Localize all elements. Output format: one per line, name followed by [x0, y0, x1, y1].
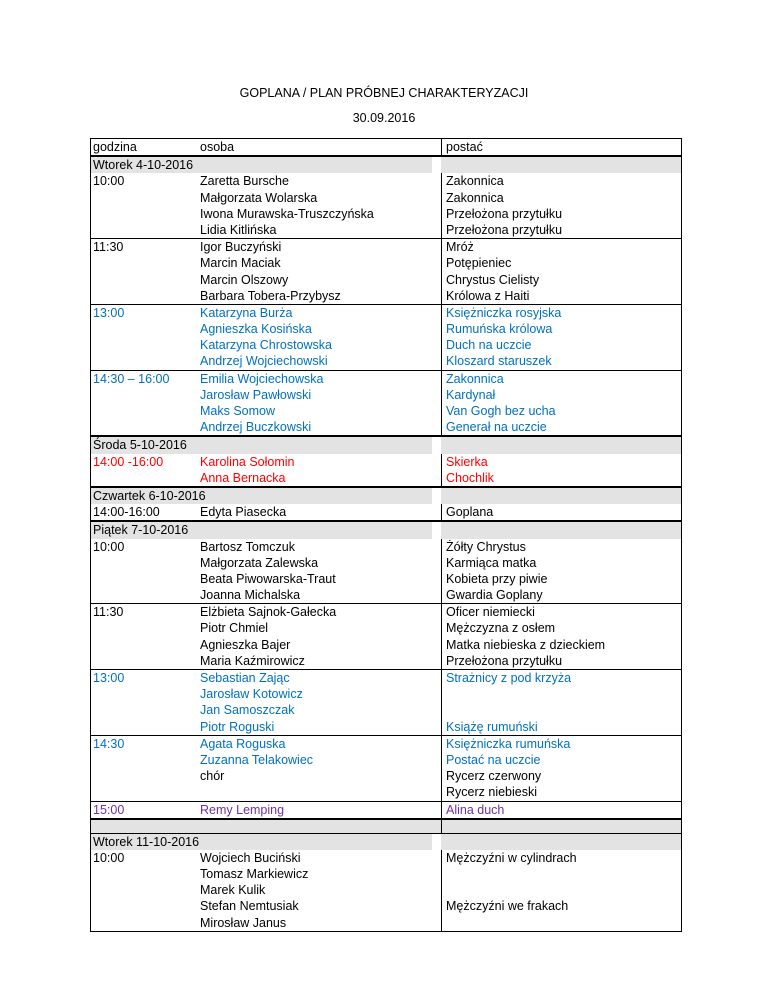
column-gap: [432, 157, 441, 173]
table-row: [91, 653, 681, 670]
table-row: [91, 604, 681, 620]
role-cell: Chochlik: [446, 470, 494, 485]
person-cell: chór: [200, 769, 225, 784]
person-cell: Anna Bernacka: [200, 470, 286, 485]
role-cell: Mężczyźni w cylindrach: [446, 850, 577, 865]
day-header-row: [91, 521, 681, 538]
role-cell: Kloszard staruszek: [446, 354, 552, 369]
person-cell: Marcin Olszowy: [200, 272, 289, 287]
role-cell: Zakonnica: [446, 371, 504, 386]
table-row: [91, 882, 681, 898]
role-cell: Generał na uczcie: [446, 420, 547, 435]
person-cell: Jan Samoszczak: [200, 703, 295, 718]
table-row: [91, 206, 681, 222]
column-gap: [432, 834, 441, 850]
person-cell: Edyta Piasecka: [200, 505, 287, 520]
person-cell: Zaretta Bursche: [200, 174, 289, 189]
day-label: Wtorek 11-10-2016: [93, 834, 200, 849]
role-cell: Księżniczka rumuńska: [446, 736, 571, 751]
time-cell: 11:30: [93, 605, 124, 620]
table-row: [91, 850, 681, 866]
table-row: [91, 866, 681, 882]
person-cell: Tomasz Markiewicz: [200, 867, 309, 882]
role-cell: Karmiąca matka: [446, 555, 537, 570]
person-cell: Wojciech Buciński: [200, 850, 301, 865]
time-cell: 10:00: [93, 174, 125, 189]
person-cell: Marek Kulik: [200, 883, 266, 898]
day-label: Wtorek 4-10-2016: [93, 158, 194, 173]
person-cell: Barbara Tobera-Przybysz: [200, 288, 341, 303]
table-body: [91, 156, 681, 931]
person-cell: Małgorzata Wolarska: [200, 190, 318, 205]
role-cell: Skierka: [446, 454, 488, 469]
role-cell: Matka niebieska z dzieckiem: [446, 637, 606, 652]
time-cell: 14:00 -16:00: [93, 454, 164, 469]
header-time: godzina: [93, 140, 137, 154]
person-cell: Joanna Michalska: [200, 588, 301, 603]
role-cell: Van Gogh bez ucha: [446, 404, 556, 418]
table-row: [91, 305, 681, 321]
table-row: [91, 736, 681, 752]
table-row: [91, 719, 681, 736]
table-row: [91, 321, 681, 337]
time-cell: 13:00: [93, 671, 125, 685]
role-cell: Zakonnica: [446, 174, 504, 189]
table-row: [91, 454, 681, 470]
schedule-table: [90, 138, 682, 932]
role-cell: Gwardia Goplany: [446, 588, 543, 603]
person-cell: Katarzyna Chrostowska: [200, 338, 333, 353]
table-row: [91, 702, 681, 718]
role-cell: Oficer niemiecki: [446, 605, 535, 620]
day-header-row: [91, 436, 681, 453]
day-label: Czwartek 6-10-2016: [93, 488, 206, 503]
role-cell: Mróż: [446, 240, 474, 255]
table-row: [91, 371, 681, 387]
role-cell: Żółty Chrystus: [446, 539, 526, 554]
role-cell: Strażnicy z pod krzyża: [446, 671, 572, 685]
role-cell: Książę rumuński: [446, 719, 538, 734]
person-cell: Andrzej Wojciechowski: [200, 354, 328, 369]
time-cell: 14:00-16:00: [93, 505, 160, 520]
role-cell: Goplana: [446, 505, 494, 520]
table-row: [91, 802, 681, 819]
person-cell: Maks Somow: [200, 404, 276, 418]
table-row: [91, 915, 681, 931]
column-gap: [432, 488, 441, 504]
role-cell: Rycerz czerwony: [446, 769, 542, 784]
person-cell: Mirosław Janus: [200, 915, 287, 930]
person-cell: Małgorzata Zalewska: [200, 555, 319, 570]
role-cell: Kobieta przy piwie: [446, 571, 548, 586]
time-cell: 14:30 – 16:00: [93, 371, 170, 386]
person-cell: Agnieszka Bajer: [200, 637, 291, 652]
time-cell: 10:00: [93, 539, 125, 554]
table-row: [91, 768, 681, 784]
document-title: GOPLANA / PLAN PRÓBNEJ CHARAKTERYZACJI: [239, 86, 529, 100]
table-row: [91, 637, 681, 653]
role-cell: Przełożona przytułku: [446, 653, 563, 668]
table-row: [91, 255, 681, 271]
table-row: [91, 555, 681, 571]
person-cell: Maria Kaźmirowicz: [200, 653, 305, 668]
table-row: [91, 587, 681, 604]
table-row: [91, 190, 681, 206]
table-row: [91, 686, 681, 702]
person-cell: Marcin Maciak: [200, 256, 281, 271]
day-header-row: [91, 487, 681, 504]
role-cell: Przełożona przytułku: [446, 222, 563, 237]
person-cell: Agata Roguska: [200, 736, 286, 751]
table-row: [91, 571, 681, 587]
person-cell: Sebastian Zając: [200, 671, 290, 685]
day-label: Środa 5-10-2016: [93, 438, 187, 453]
time-cell: 15:00: [93, 802, 125, 817]
table-row: [91, 272, 681, 288]
time-cell: 14:30: [93, 736, 125, 751]
role-cell: Rycerz niebieski: [446, 785, 538, 800]
table-row: [91, 173, 681, 189]
person-cell: Jarosław Kotowicz: [200, 687, 303, 702]
role-cell: Mężczyźni we frakach: [446, 899, 569, 914]
table-row: [91, 504, 681, 521]
person-cell: Igor Buczyński: [200, 240, 282, 255]
table-row: [91, 670, 681, 686]
role-cell: Postać na uczcie: [446, 752, 541, 767]
table-row: [91, 337, 681, 353]
column-gap: [432, 437, 441, 453]
table-row: [91, 353, 681, 370]
header-person: osoba: [200, 140, 235, 154]
person-cell: Elżbieta Sajnok-Gałecka: [200, 605, 337, 620]
role-cell: Mężczyzna z osłem: [446, 621, 556, 636]
time-cell: 10:00: [93, 850, 125, 865]
person-cell: Bartosz Tomczuk: [200, 539, 295, 554]
role-cell: Księżniczka rosyjska: [446, 305, 562, 320]
table-row: [91, 539, 681, 555]
person-cell: Iwona Murawska-Truszczyńska: [200, 206, 374, 221]
time-cell: 11:30: [93, 240, 124, 255]
table-row: [91, 752, 681, 768]
person-cell: Karolina Sołomin: [200, 454, 295, 469]
role-cell: Potępieniec: [446, 256, 512, 271]
table-row: [91, 403, 681, 419]
table-row: [91, 387, 681, 403]
person-cell: Zuzanna Telakowiec: [200, 752, 314, 767]
person-cell: Stefan Nemtusiak: [200, 899, 299, 914]
table-row: [91, 898, 681, 914]
table-header-row: [91, 139, 681, 156]
role-cell: Alina duch: [446, 802, 505, 817]
role-cell: Kardynał: [446, 387, 496, 402]
role-cell: Królowa z Haiti: [446, 288, 530, 303]
table-row: [91, 784, 681, 801]
day-label: Piątek 7-10-2016: [93, 523, 189, 538]
column-gap: [432, 522, 441, 538]
separator-row: [91, 819, 681, 834]
person-cell: Remy Lemping: [200, 802, 285, 817]
person-cell: Andrzej Buczkowski: [200, 420, 312, 435]
role-cell: Duch na uczcie: [446, 338, 532, 353]
role-cell: Przełożona przytułku: [446, 206, 563, 221]
day-header-row: [91, 834, 681, 850]
table-row: [91, 470, 681, 487]
table-row: [91, 222, 681, 239]
person-cell: Piotr Roguski: [200, 719, 275, 734]
table-row: [91, 239, 681, 255]
person-cell: Piotr Chmiel: [200, 621, 269, 636]
role-cell: Chrystus Cielisty: [446, 272, 540, 287]
table-row: [91, 419, 681, 436]
person-cell: Agnieszka Kosińska: [200, 322, 312, 337]
role-cell: Rumuńska królowa: [446, 322, 553, 337]
document-date: 30.09.2016: [352, 111, 416, 125]
person-cell: Beata Piwowarska-Traut: [200, 571, 336, 586]
person-cell: Emilia Wojciechowska: [200, 371, 324, 386]
person-cell: Katarzyna Burża: [200, 305, 293, 320]
time-cell: 13:00: [93, 305, 125, 320]
day-header-row: [91, 156, 681, 173]
person-cell: Lidia Kitlińska: [200, 222, 277, 237]
header-role: postać: [446, 140, 483, 154]
role-cell: Zakonnica: [446, 190, 504, 205]
table-row: [91, 288, 681, 305]
person-cell: Jarosław Pawłowski: [200, 387, 312, 402]
table-row: [91, 620, 681, 636]
